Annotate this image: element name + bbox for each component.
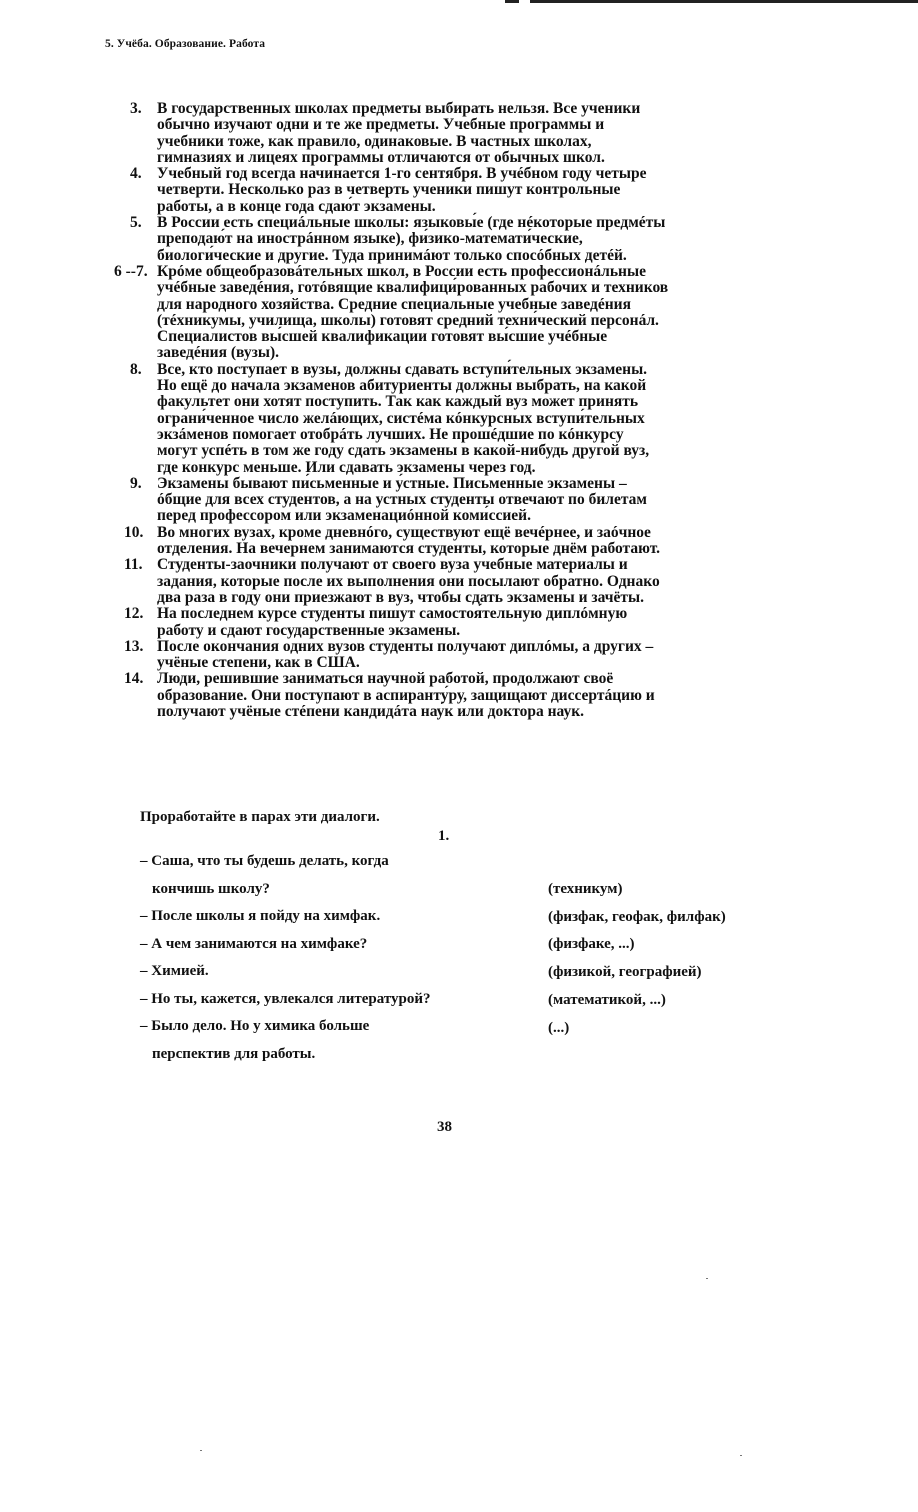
dialog-line: – Было дело. Но у химика больше <box>140 1018 370 1034</box>
substitution-option: (техникум) <box>548 881 623 897</box>
item-line: учебники тоже, как правило, одинаковые. В частных школах, <box>157 132 592 150</box>
item-line: учёные степени, как в США. <box>157 654 360 672</box>
item-line: Экзамены бывают пи́сьменные и у́стные. Письменные экзамены – <box>157 474 627 492</box>
item-line: гимназиях и лицеях программы отличаются от обычных школ. <box>157 148 605 166</box>
item-line: могут успéть в том же году сдать экзамены в какой-нибудь другой вуз, <box>157 442 650 460</box>
item-line: заведéния (вузы). <box>157 344 279 362</box>
item-line: Все, кто поступает в вузы, должны сдавать вступи́тельных экзамены. <box>157 360 648 378</box>
list-item <box>130 362 830 476</box>
item-line: (тéхникумы, училища, школы) готовят средний техни́ческий персонáл. <box>157 311 659 329</box>
exercise-instruction: Проработайте в парах эти диалоги. <box>140 809 380 825</box>
item-line: четверти. Несколько раз в четверть ученики пишут контрольные <box>157 181 621 199</box>
item-line: где конкурс меньше. Или сдавать экзамены через год. <box>157 458 536 476</box>
item-line: преподаю́т на инострáнном языке), фи́зико-математи́ческие, <box>157 230 583 248</box>
list-item <box>124 670 830 720</box>
item-line: Но ещё до начала экзаменов абитуриенты должны выбрать, на какой <box>157 377 647 395</box>
dialog-line: – После школы я пойду на химфак. <box>140 908 381 924</box>
item-line: На последнем курсе студенты пишут самостоя́тельную диплóмную <box>157 605 628 623</box>
list-item <box>124 556 830 606</box>
item-line: В России есть специáльные школы: языковы́е (где нéкоторые предмéты <box>157 214 666 232</box>
item-line: учéбные заведéния, готóвящие квалифици́рованных рабочих и техников <box>157 279 669 297</box>
list-item <box>124 637 830 672</box>
item-line: óбщие для всех студентов, а на устных студенты отвечают по билетам <box>157 491 647 509</box>
item-line: получают учёные стéпени кандидáта нау́к или доктора наук. <box>157 702 585 720</box>
list-item <box>114 262 830 362</box>
item-line: образование. Они поступают в аспиранту́ру, защищают диссертáцию и <box>157 686 655 704</box>
item-line: экзáменов помогает отобрáть лучших. Не прошéдшие по кóнкурсу <box>157 425 624 443</box>
dialog-line: – Но ты, кажется, увлекался литературой? <box>140 990 431 1007</box>
item-line: Учебный год всегда начинается 1-го сентября. В учéбном году четыре <box>157 165 647 183</box>
substitution-option: (математикой, ...) <box>548 991 666 1008</box>
item-number: 6 --7. <box>114 262 148 280</box>
list-item <box>130 101 830 166</box>
dialog-line: – Химией. <box>140 963 209 979</box>
item-line: работу и сдают государственные экзамены. <box>157 621 461 639</box>
item-line: задания, которые после их выполнения они посылают обратно. Однако <box>157 572 660 590</box>
item-number: 3. <box>130 100 142 117</box>
item-number: 12. <box>124 605 144 623</box>
item-number: 13. <box>124 637 144 655</box>
item-line: Люди, решившие заниматься научной работой, продолжают своё <box>157 670 614 688</box>
list-item <box>124 605 830 639</box>
list-item <box>124 523 830 558</box>
item-line: В государственных школах предметы выбирать нельзя. Все ученики <box>157 100 641 117</box>
item-line: факультет они хотят поступить. Так как каждый вуз может принять <box>157 393 639 411</box>
item-line: работы, а в конце года сдаю́т экзамены. <box>157 197 436 215</box>
item-line: Студенты-заочники получают от своего вуза учебные материалы и <box>157 556 628 574</box>
scan-edge-mark <box>505 0 519 3</box>
item-line: перед профессором или экзаменациóнной коми́ссией. <box>157 507 531 525</box>
scan-edge-line <box>530 0 918 3</box>
list-item <box>130 166 830 215</box>
list-item <box>130 476 830 525</box>
dialog-line: перспектив для работы. <box>152 1045 316 1062</box>
item-number: 9. <box>130 474 142 492</box>
item-line: два раза в году они приезжают в вуз, чтобы сдать экзамены и зачёты. <box>157 588 644 606</box>
dialog-line: кончишь школу? <box>152 880 270 897</box>
scan-speck <box>740 1455 742 1456</box>
item-number: 10. <box>124 523 144 541</box>
dialog-number: 1. <box>438 828 450 844</box>
item-line: биологи́ческие и другие. Туда принимáют только спосóбных детéй. <box>157 246 627 264</box>
item-number: 4. <box>130 165 142 183</box>
substitution-option: (физфак, геофак, филфак) <box>548 908 726 925</box>
list-item <box>130 215 830 264</box>
item-line: отделения. На вечернем занимаются студенты, которые днём работают. <box>157 540 661 558</box>
running-head: 5. Учёба. Образование. Работа <box>105 38 266 50</box>
item-line: обычно изучают одни и те же предметы. Учебные программы и <box>157 116 605 134</box>
scan-speck <box>706 1278 708 1279</box>
numbered-list <box>114 100 830 720</box>
item-number: 14. <box>124 670 144 688</box>
scan-speck <box>200 1450 202 1451</box>
page-number: 38 <box>437 1119 452 1135</box>
item-number: 8. <box>130 360 142 378</box>
substitution-option: (физикой, географией) <box>548 964 702 981</box>
item-line: для народного хозяйства. Средние специальные учебные заведéния <box>157 295 631 313</box>
item-line: Во многих вузах, кроме дневнóго, существуют ещё вечéрнее, и заóчное <box>157 523 651 541</box>
item-line: ограни́ченное число желáющих, систéма кóнкурсных вступи́тельных <box>157 409 645 427</box>
substitution-option: (физфаке, ...) <box>548 936 635 953</box>
item-line: После окончания одних вузов студенты получают диплóмы, а других – <box>157 637 654 655</box>
dialog-line: – Саша, что ты будешь делать, когда <box>140 853 389 869</box>
item-number: 11. <box>124 556 143 574</box>
substitution-option: (...) <box>548 1019 570 1036</box>
dialog-line: – А чем занимаются на химфаке? <box>140 935 368 952</box>
item-line: Специалистов вы́сшей квалификации готовят вы́сшие учéбные <box>157 328 608 346</box>
item-number: 5. <box>130 214 142 232</box>
item-line: Крóме общеобразовáтельных школ, в России есть профессионáльные <box>157 262 646 280</box>
